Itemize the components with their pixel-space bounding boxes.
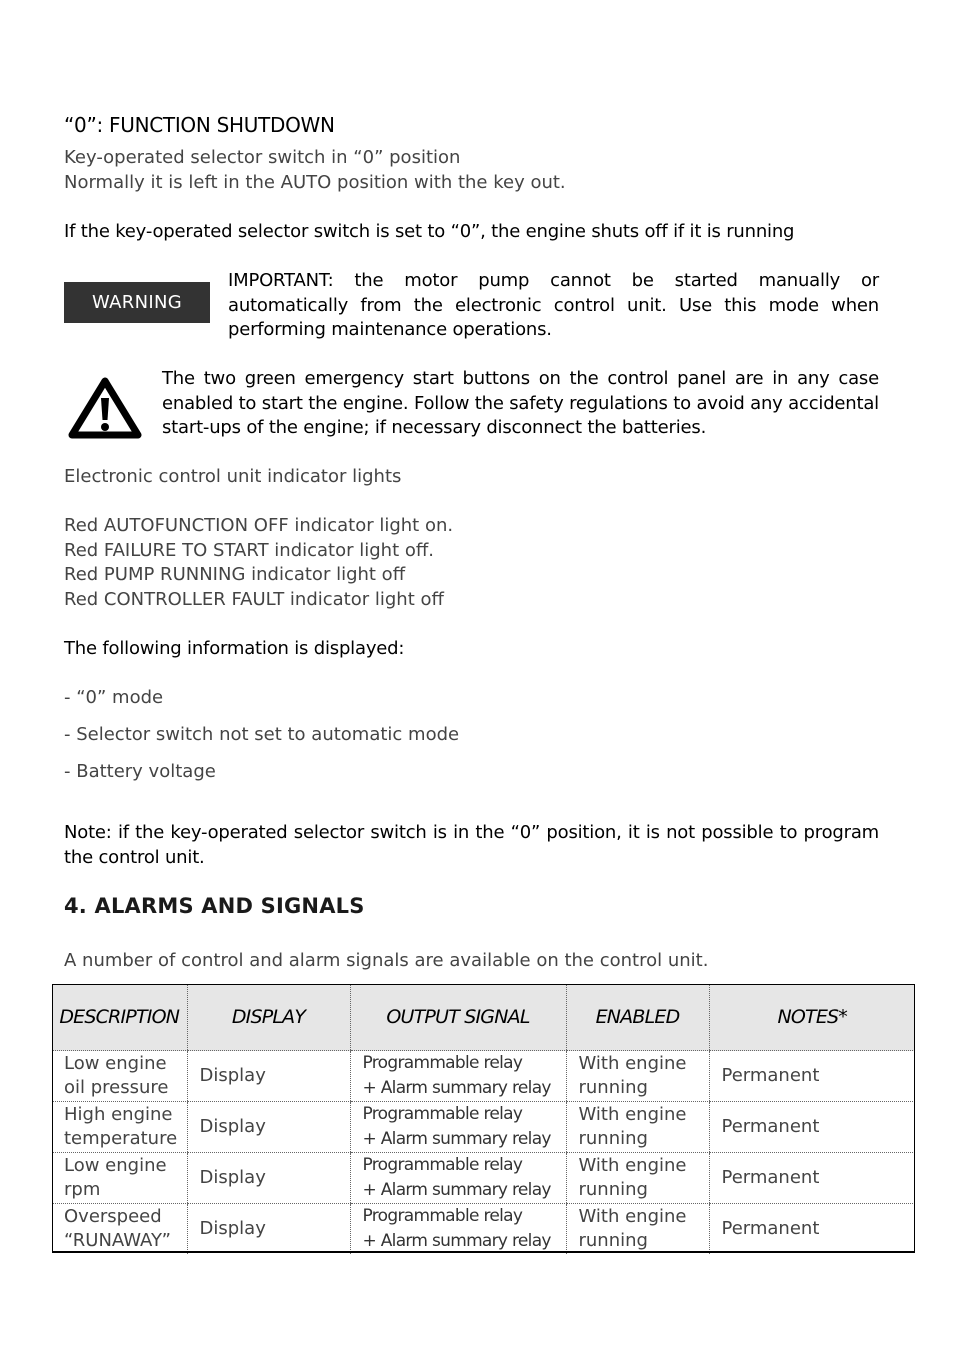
description-cell: Low engine oil pressure <box>52 1051 187 1102</box>
column-header-description: DESCRIPTION <box>52 984 187 1051</box>
display-cell: Display <box>187 1102 350 1153</box>
warning-badge: WARNING <box>64 282 210 323</box>
indicator-list <box>64 514 453 612</box>
description-cell: Overspeed “RUNAWAY” <box>64 1205 171 1251</box>
indicator-line: Red AUTOFUNCTION OFF indicator light on. <box>64 515 454 536</box>
column-header-enabled: ENABLED <box>566 984 709 1051</box>
alarms-title: 4. ALARMS AND SIGNALS <box>64 894 365 918</box>
indicator-line: Red CONTROLLER FAULT indicator light off <box>64 588 444 610</box>
indicator-line: Red FAILURE TO START indicator light off. <box>64 539 434 561</box>
output-signal-cell: Programmable relay + Alarm summary relay <box>350 1153 566 1204</box>
display-cell: Display <box>187 1153 350 1204</box>
display-cell: Display <box>187 1051 350 1102</box>
enabled-cell: With engine running <box>566 1102 709 1153</box>
intro-line: Key-operated selector switch in “0” position <box>64 147 461 168</box>
display-info-title: The following information is displayed: <box>64 638 405 659</box>
intro-line: Normally it is left in the AUTO position with the key out. <box>64 171 566 193</box>
table-row <box>52 1204 915 1255</box>
display-item: - Battery voltage <box>64 761 216 782</box>
description-cell: High engine temperature <box>52 1102 187 1153</box>
display-item: - Selector switch not set to automatic mode <box>64 724 460 745</box>
output-signal-cell: Programmable relay + Alarm summary relay <box>350 1051 566 1102</box>
table-header-row <box>52 984 915 1051</box>
bold-statement: If the key-operated selector switch is set to “0”, the engine shuts off if it is running <box>64 221 795 242</box>
enabled-cell: With engine running <box>566 1204 709 1255</box>
note-text: Note: if the key-operated selector switch is in the “0” position, it is not possible to program the control unit. <box>64 822 879 868</box>
output-signal-cell: Programmable relay + Alarm summary relay <box>350 1102 566 1153</box>
warning-text: IMPORTANT: the motor pump cannot be started manually or automatically from the electronic control unit. Use this mode when performing maintenance operations. <box>228 270 879 340</box>
enabled-cell: With engine running <box>566 1051 709 1102</box>
display-cell: Display <box>187 1204 350 1255</box>
column-header-notes: NOTES* <box>709 984 915 1051</box>
column-header-display: DISPLAY <box>187 984 350 1051</box>
description-cell: Low engine rpm <box>52 1153 187 1204</box>
output-signal-cell: Programmable relay + Alarm summary relay <box>350 1204 566 1255</box>
indicators-title: Electronic control unit indicator lights <box>64 466 402 487</box>
enabled-cell: With engine running <box>566 1153 709 1204</box>
alarms-intro: A number of control and alarm signals are available on the control unit. <box>64 950 709 971</box>
table-row <box>52 1102 915 1153</box>
notes-cell: Permanent <box>709 1051 915 1102</box>
alarms-table <box>52 984 915 1254</box>
warning-triangle-icon <box>68 376 142 440</box>
caution-text: The two green emergency start buttons on the control panel are in any case enabled to start the engine. Follow the safety regulations to avoid any accidental start-ups of the engine; if necessary disconnect the batteries. <box>162 368 879 438</box>
notes-cell: Permanent <box>709 1153 915 1204</box>
column-header-output-signal: OUTPUT SIGNAL <box>350 984 566 1051</box>
notes-cell: Permanent <box>709 1204 915 1255</box>
table-row <box>52 1051 915 1102</box>
table-row <box>52 1153 915 1204</box>
notes-cell: Permanent <box>709 1102 915 1153</box>
indicator-line: Red PUMP RUNNING indicator light off <box>64 564 406 585</box>
section-heading: “0”: FUNCTION SHUTDOWN <box>64 113 335 137</box>
intro-text <box>64 146 566 195</box>
display-item: - “0” mode <box>64 687 164 708</box>
